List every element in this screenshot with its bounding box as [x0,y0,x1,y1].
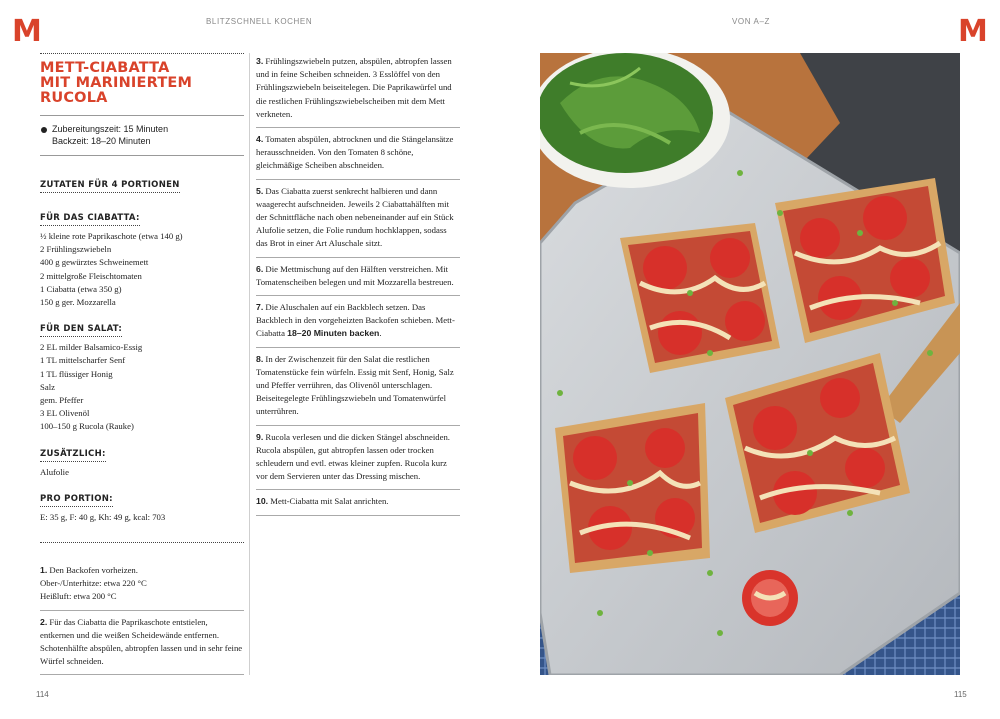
divider-dotted [40,542,244,543]
ingredient-item: 2 mittelgroße Fleischtomaten [40,270,142,281]
food-photo-illustration [540,53,960,675]
ingredient-item: 400 g gewürztes Schweinemett [40,257,149,268]
step-number: 1. [40,565,48,576]
step-text: Für das Ciabatta die Paprikaschote entstielen, entkernen und die weißen Scheidewände entfernen. Schotenhälfte abspülen, abtropfen lassen und in sehr feine Würfel schneiden. [40,616,243,667]
right-page [500,0,1000,719]
step-9 [256,426,460,491]
step-text: Das Ciabatta zuerst senkrecht halbieren und dann waagerecht aufschneiden. Jeweils 2 Ciabattahälften mit der Schnittfläche nach oben nebeneinander auf ein Stück Alufolie setzen, die Folie rundum hochklappen, sodass das Brot in einer Art Aluschale sitzt. [256,185,454,249]
step-text: In der Zwischenzeit für den Salat die restlichen Tomatenstücke fein würfeln. Essig mit Senf, Honig, Salz und Pfeffer verrühren, das Olivenöl unterschlagen. Beiseitegelegte Frühlingszwiebeln und Tomatenwürfel unterrühren. [256,353,454,417]
portion-heading: PRO PORTION: [40,494,113,507]
step-text: Tomaten abspülen, abtrocknen und die Stängelansätze herausschneiden. Von den Tomaten 8 schöne, gleichmäßige Scheiben abschneiden. [256,134,454,171]
recipe-column-1 [40,53,244,675]
tomato-slice [742,570,798,626]
step-text: Frühlingszwiebeln putzen, abspülen, abtropfen lassen und in feine Scheiben schneiden. 3 Esslöffel von den Frühlingszwiebeln beiseitelegen. Die Paprikawürfel und die restlichen Frühlingszwiebelscheiben mit dem Mett verkneten. [256,56,452,119]
ingredient-item: Alufolie [40,466,69,477]
extra-section [40,443,244,479]
recipe-column-2 [256,53,460,516]
ingredient-item: 1 TL flüssiger Honig [40,368,113,379]
extra-heading: ZUSÄTZLICH: [40,449,106,462]
divider-rule [40,155,244,156]
recipe-title-line2: MIT MARINIERTEM RUCOLA [40,75,193,106]
step-8 [256,348,460,426]
step-text: Heißluft: etwa 200 °C [40,591,117,602]
step-number: 3. [256,56,264,66]
recipe-title [40,61,244,106]
step-text: Die Mettmischung auf den Hälften verstreichen. Mit Tomatenscheiben belegen und mit Mozzarella bestreuen. [256,263,454,287]
ingredients-heading: ZUTATEN FÜR 4 PORTIONEN [40,180,180,193]
ciabatta-heading: FÜR DAS CIABATTA: [40,213,140,226]
step-number: 4. [256,134,264,145]
ingredient-item: 2 EL milder Balsamico-Essig [40,342,143,353]
ciabatta-section [40,207,244,309]
step-text: Rucola verlesen und die dicken Stängel abschneiden. Rucola abspülen, gut abtropfen lassen oder trocken schleudern und evtl. etwas kleiner zupfen. Rucola kurz vor dem Servieren unter das Dressing mischen. [256,431,450,482]
step-number: 6. [256,263,264,274]
step-10 [256,490,460,515]
ingredient-item: ½ kleine rote Paprikaschote (etwa 140 g) [40,231,183,241]
step-text: Mett-Ciabatta mit Salat anrichten. [270,496,389,507]
salad-section [40,318,244,433]
step-number: 2. [40,616,48,627]
page-number-right: 115 [954,690,967,699]
portion-value: E: 35 g, F: 40 g, Kh: 49 g, kcal: 703 [40,511,166,522]
step-2 [40,611,244,676]
step-3 [256,53,460,128]
recipe-title-line1: METT-CIABATTA [40,60,170,76]
ingredients-section [40,174,244,193]
step-text: . [379,328,382,339]
step-text: Die Aluschalen auf ein Backblech setzen. Das Backblech in den vorgeheizten Backofen schieben. Mett-Ciabatta [256,302,455,339]
prep-time: Zubereitungszeit: 15 Minuten [52,124,169,134]
running-head: VON A–Z [732,17,770,26]
step-number: 5. [256,185,264,196]
ingredient-item: 1 Ciabatta (etwa 350 g) [40,283,122,294]
ingredient-item: 3 EL Olivenöl [40,408,90,419]
step-5 [256,180,460,258]
page-number-left: 114 [36,690,49,699]
ciabatta-slice [555,403,710,573]
ingredient-item: 2 Frühlingszwiebeln [40,244,112,255]
step-4 [256,128,460,180]
bake-time: Backzeit: 18–20 Minuten [52,135,151,146]
step-number: 9. [256,431,264,442]
step-number: 7. [256,302,264,313]
chapter-letter: M [12,14,41,49]
ciabatta-list [40,230,244,309]
column-divider [249,53,250,675]
ingredient-item: 150 g ger. Mozzarella [40,297,116,308]
running-head: BLITZSCHNELL KOCHEN [206,17,313,26]
time-info [40,116,244,155]
divider-dotted [40,53,244,54]
recipe-photo [540,53,960,675]
ingredient-item: gem. Pfeffer [40,395,84,406]
chapter-letter: M [958,14,987,49]
step-number: 10. [256,496,269,507]
ingredient-item: 100–150 g Rucola (Rauke) [40,421,134,432]
ingredient-item: 1 TL mittelscharfer Senf [40,355,126,366]
ingredient-item: Salz [40,381,55,392]
salad-heading: FÜR DEN SALAT: [40,324,122,337]
salad-list [40,341,244,433]
portion-section [40,488,244,524]
extra-list [40,466,244,479]
step-text-bold: 18–20 Minuten backen [287,328,380,339]
step-text: Den Backofen vorheizen. [49,565,138,576]
step-number: 8. [256,353,264,364]
step-1 [40,559,244,611]
step-6 [256,258,460,296]
step-7 [256,296,460,348]
step-text: Ober-/Unterhitze: etwa 220 °C [40,578,147,589]
clock-bullet-icon [41,127,47,133]
